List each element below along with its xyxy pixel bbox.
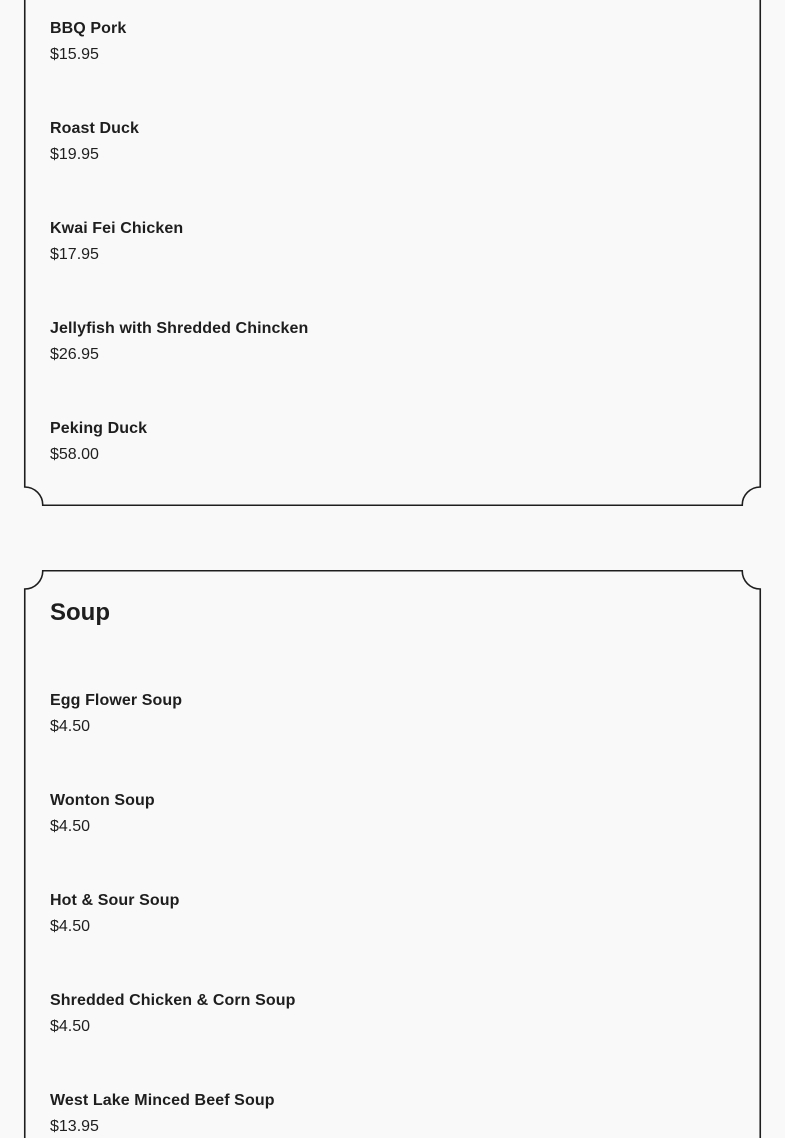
menu-item[interactable] (50, 691, 182, 737)
menu-item-price: $4.50 (50, 718, 91, 735)
menu-item-name: Wonton Soup (50, 792, 155, 809)
menu-item-price: $4.50 (50, 818, 91, 835)
menu-item-name: Jellyfish with Shredded Chincken (50, 320, 309, 337)
menu-item[interactable] (50, 119, 139, 165)
menu-item[interactable] (50, 19, 126, 65)
menu-item-price: $13.95 (50, 1118, 99, 1135)
menu-item-price: $4.50 (50, 918, 91, 935)
card-border (24, 570, 761, 1138)
menu-item-name: Egg Flower Soup (50, 692, 183, 709)
menu-item[interactable] (50, 991, 296, 1037)
menu-item-name: BBQ Pork (50, 20, 127, 37)
menu-item[interactable] (50, 219, 183, 265)
menu-section-card-soup (24, 570, 761, 1138)
menu-item-name: Peking Duck (50, 420, 148, 437)
menu-item[interactable] (50, 419, 147, 465)
menu-item[interactable] (50, 319, 308, 365)
menu-item-price: $15.95 (50, 46, 99, 63)
menu-item[interactable] (50, 891, 179, 937)
menu-item-name: Roast Duck (50, 120, 140, 137)
menu-item-name: Shredded Chicken & Corn Soup (50, 992, 296, 1009)
menu-section-card (24, 0, 761, 506)
menu-item-price: $58.00 (50, 446, 99, 463)
menu-item-name: West Lake Minced Beef Soup (50, 1092, 275, 1109)
menu-item-price: $26.95 (50, 346, 99, 363)
menu-item-price: $19.95 (50, 146, 99, 163)
menu-item[interactable] (50, 1091, 275, 1137)
menu-item-name: Hot & Sour Soup (50, 892, 180, 909)
section-title: Soup (50, 599, 110, 626)
menu-item[interactable] (50, 791, 155, 837)
menu-item-price: $4.50 (50, 1018, 91, 1035)
menu-item-name: Kwai Fei Chicken (50, 220, 184, 237)
menu-item-price: $17.95 (50, 246, 99, 263)
